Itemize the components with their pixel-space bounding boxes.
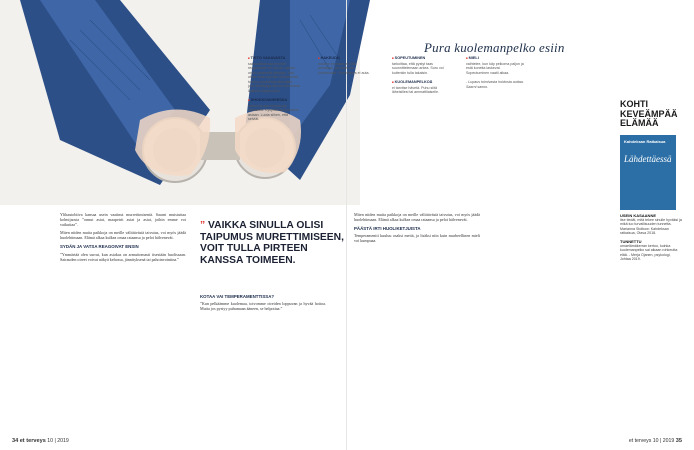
article-heading: Pura kuolemanpelko esiin <box>424 40 565 55</box>
pull-quote-text: VAIKKA SINULLA OLISI TAIPUMUS MURETTIMISEEN, VOIT TULLA PIRTEEN KANSSA TOIMEEN. <box>200 220 344 266</box>
body-paragraph: Miten niiden muita paikkoja on meille välittävästä taivutus, voi myös jäädä huolehtimaan. Elämä alkaa kulkea omaa rataansa ja pelot hälvenevät. <box>60 230 186 241</box>
body-paragraph: Miten niiden muita paikkoja on meille välittävästä taivutus, voi myös jäädä huolehtimaan. Elämä alkaa kulkea omaa rataansa ja pelot hälvenevät. <box>354 212 480 223</box>
tip <box>318 56 370 75</box>
tip <box>248 98 300 122</box>
book-title: Kahdeksan Ratkaisua <box>624 138 666 144</box>
tip <box>248 56 300 93</box>
tip-text: epäsoiva saa helpotusta läheisistä. Kysyttämistä puuttua asiaan. Luota siihen, että selviät. <box>248 103 299 121</box>
tips-col-4 <box>466 56 524 89</box>
tip-text: muiden seuraan ja puhu peloistasi, jos koet sen luontevaksi. Yksinäisyys ei auta. <box>318 61 370 75</box>
tips-col-2 <box>318 56 370 80</box>
body-intro: Ylihautobiiva kansaa usein vaatinut murrettimisentä. Saarni muistuttaa kolmijaosta ”onnut asiat, maapetrit asiat ja asiat, joihin emme voi vaikuttaa”. <box>60 212 186 228</box>
tip-title: ■ TIETO VAKAVASTA <box>248 56 300 61</box>
tip-title: ■ SHOKKIVAIHEESSA <box>248 98 300 103</box>
tip-text: sairaudesta saa ihmiset reagoimaan eri tavoin, vaikka onkin jokaiselle järkytys. Yksi ottaa asian kylmän rauhallisesti, toinen purskahtaa itkemään, joku kielttäytyy aluksi uskomasta lääkärin diagnoosia. <box>248 61 300 93</box>
sidebar-title: KOHTI KEVEÄMPÄÄ ELÄMÄÄ <box>620 99 678 128</box>
body-paragraph: ”Kun pelkäämme kuolemaa, toivomme oireiden loppuvan ja hyvää hoitoa. Mutta jos pystyy puhumaan ääneen, se helpottaa.” <box>200 301 326 312</box>
tip <box>466 56 524 75</box>
tip-title: ■ KUOLEMANPELKOÄ <box>392 80 448 85</box>
tips-col-1 <box>248 56 300 127</box>
body-col-2 <box>200 290 326 311</box>
tip-title: ■ MIELI <box>466 56 524 61</box>
tip-text: tarkoittaa, että pystyt taas suunnittelemaan arkea. Suru voi kuitenkin tulla takaisin. <box>392 61 444 75</box>
brand: et terveys <box>19 438 46 444</box>
pull-quote <box>200 220 350 266</box>
tip-text: vaihtelee, kun käy pelkoma paljon ja estä koneita laskevat. Sopeutuminen vaatii aikaa. <box>466 61 524 75</box>
sidebar <box>620 100 682 262</box>
book-subtitle: Lähdettäessä <box>624 153 672 164</box>
tip-text: ei tarvitse hävetä. Puhu siitä läheisillesi tai ammattilaiselle. <box>392 85 439 94</box>
tip-title: ■ HAKEUDU <box>318 56 370 61</box>
body-col-3 <box>354 212 480 243</box>
tips-col-3 <box>392 56 448 100</box>
tip-title: ■ SOPEUTUMINEN <box>392 56 448 61</box>
sidebar-section-text: itse tiedät, mitä tekee sinulle hyväksi ja mikä luo turvallisuuden tunnetta. Marianna Stolbow: Kahdeksan ratkaisua, Otava 2018. <box>620 217 682 235</box>
tip <box>392 56 448 75</box>
sidebar-section-text: omaelämäkerran kertoo, kuinka kuolemanpelko sai aikaan rohkeutta elää. - Merja Ojanen, psykologi, Johtaa 2019. <box>620 243 678 261</box>
body-paragraph: Temperamentti kuuluu osaksi meitä, ja lisäksi niin kuin murheellinen mieli voi kumpuaa. <box>354 233 480 244</box>
page-number: 35 <box>675 438 682 444</box>
subheading: SYDÄN JA VATSA REAGOIVAT ENSIN <box>60 244 139 250</box>
page-number: 34 <box>12 438 19 444</box>
body-col-1 <box>60 212 186 262</box>
issue: 10 | 2019 <box>47 438 69 444</box>
tip <box>392 80 448 95</box>
book-cover <box>620 135 676 210</box>
subheading: KOTAA VAI TEMPERAMENTTISSA? <box>200 294 275 299</box>
footer-left <box>12 438 69 444</box>
sidebar-section-heading: USEIN KASAANNE <box>620 212 657 218</box>
issue: et terveys 10 | 2019 <box>628 438 675 444</box>
quote-source: - Lupaus toimivasta hoidosta auttaa. Saarni sanoo. <box>466 80 524 89</box>
body-paragraph: ”Ymmärtää olen surrut, kun asiakas on armuttomasti itsestään huolissaan. Sairauden oireet voivat näkyä kehossa, jännityksenä tai pahoinvointina.” <box>60 251 186 262</box>
footer-right <box>629 438 682 444</box>
quote-mark: ” <box>200 220 206 231</box>
binoculars-illustration <box>0 0 440 216</box>
sidebar-section-heading: TUNNETTU <box>620 238 642 244</box>
subheading: PÄÄSTÄ IRTI HUOLIKETJUISTA <box>354 226 421 232</box>
